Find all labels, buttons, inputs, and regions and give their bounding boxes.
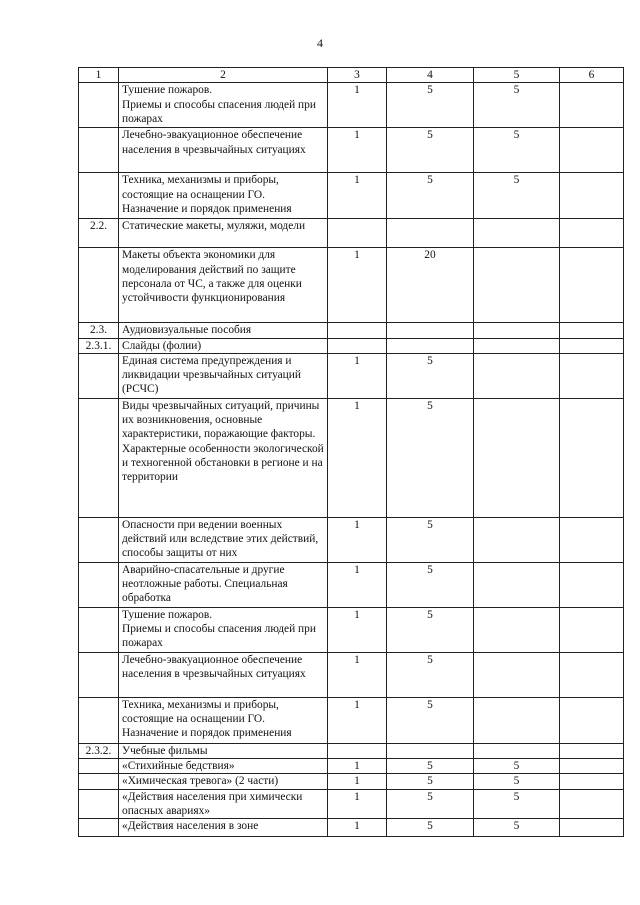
col5-cell	[474, 323, 560, 338]
row-name-cell: Тушение пожаров. Приемы и способы спасения людей при пожарах	[119, 607, 328, 652]
table-row	[79, 248, 624, 323]
col6-cell	[560, 759, 624, 774]
col4-cell	[387, 743, 474, 758]
col5-cell: 5	[474, 128, 560, 173]
table-row	[79, 759, 624, 774]
col5-cell: 5	[474, 83, 560, 128]
table-row	[79, 819, 624, 837]
row-name-cell: Единая система предупреждения и ликвидации чрезвычайных ситуаций (РСЧС)	[119, 353, 328, 398]
row-number-cell	[79, 759, 119, 774]
col3-cell: 1	[328, 353, 387, 398]
col4-cell: 5	[387, 353, 474, 398]
col4-cell	[387, 338, 474, 353]
col3-cell: 1	[328, 819, 387, 837]
table-body	[79, 68, 624, 837]
col6-cell	[560, 743, 624, 758]
row-name-cell: Статические макеты, муляжи, модели	[119, 219, 328, 248]
col3-cell: 1	[328, 759, 387, 774]
table-row	[79, 398, 624, 517]
table-row	[79, 652, 624, 697]
col5-cell: 5	[474, 759, 560, 774]
col4-cell: 20	[387, 248, 474, 323]
row-name-cell: Лечебно-эвакуационное обеспечение населения в чрезвычайных ситуациях	[119, 128, 328, 173]
row-name-cell: «Химическая тревога» (2 части)	[119, 774, 328, 789]
col5-cell: 5	[474, 173, 560, 219]
col4-cell: 5	[387, 398, 474, 517]
col4-cell: 5	[387, 517, 474, 562]
table-row	[79, 219, 624, 248]
col3-cell	[328, 338, 387, 353]
col6-cell	[560, 697, 624, 743]
col3-cell: 1	[328, 652, 387, 697]
row-name-cell: Лечебно-эвакуационное обеспечение населения в чрезвычайных ситуациях	[119, 652, 328, 697]
table-row	[79, 517, 624, 562]
col5-cell	[474, 219, 560, 248]
table-row	[79, 338, 624, 353]
table-row	[79, 173, 624, 219]
col5-cell	[474, 697, 560, 743]
column-header: 4	[387, 68, 474, 83]
row-number-cell	[79, 697, 119, 743]
col5-cell: 5	[474, 774, 560, 789]
row-name-cell: «Действия населения при химически опасных авариях»	[119, 789, 328, 819]
table-row	[79, 774, 624, 789]
table-row	[79, 697, 624, 743]
col5-cell	[474, 353, 560, 398]
col3-cell: 1	[328, 128, 387, 173]
col3-cell: 1	[328, 697, 387, 743]
col6-cell	[560, 83, 624, 128]
col4-cell: 5	[387, 652, 474, 697]
column-header: 6	[560, 68, 624, 83]
col6-cell	[560, 248, 624, 323]
col5-cell	[474, 248, 560, 323]
row-number-cell: 2.2.	[79, 219, 119, 248]
row-name-cell: Опасности при ведении военных действий или вследствие этих действий, способы защиты от них	[119, 517, 328, 562]
row-number-cell	[79, 819, 119, 837]
table-row	[79, 562, 624, 607]
row-name-cell: Техника, механизмы и приборы, состоящие на оснащении ГО. Назначение и порядок применения	[119, 697, 328, 743]
page-number: 4	[317, 36, 323, 50]
col3-cell: 1	[328, 607, 387, 652]
row-number-cell	[79, 173, 119, 219]
col4-cell: 5	[387, 759, 474, 774]
col4-cell: 5	[387, 173, 474, 219]
row-name-cell: Аудиовизуальные пособия	[119, 323, 328, 338]
row-name-cell: Макеты объекта экономики для моделирования действий по защите персонала от ЧС, а также для оценки устойчивости функционирования	[119, 248, 328, 323]
col3-cell	[328, 219, 387, 248]
row-number-cell: 2.3.2.	[79, 743, 119, 758]
row-number-cell	[79, 248, 119, 323]
column-header: 2	[119, 68, 328, 83]
col6-cell	[560, 398, 624, 517]
col3-cell	[328, 323, 387, 338]
row-number-cell	[79, 517, 119, 562]
col5-cell: 5	[474, 819, 560, 837]
col6-cell	[560, 789, 624, 819]
col6-cell	[560, 128, 624, 173]
table-row	[79, 743, 624, 758]
col5-cell	[474, 652, 560, 697]
row-number-cell	[79, 398, 119, 517]
col4-cell: 5	[387, 83, 474, 128]
row-number-cell	[79, 83, 119, 128]
col6-cell	[560, 562, 624, 607]
col4-cell: 5	[387, 774, 474, 789]
col6-cell	[560, 323, 624, 338]
equipment-table	[78, 67, 624, 837]
col3-cell: 1	[328, 789, 387, 819]
col4-cell: 5	[387, 819, 474, 837]
col3-cell: 1	[328, 248, 387, 323]
table-header-row	[79, 68, 624, 83]
col4-cell: 5	[387, 697, 474, 743]
table-row	[79, 607, 624, 652]
col4-cell: 5	[387, 607, 474, 652]
col4-cell	[387, 323, 474, 338]
row-name-cell: «Действия населения в зоне	[119, 819, 328, 837]
col5-cell	[474, 607, 560, 652]
row-number-cell	[79, 353, 119, 398]
col5-cell	[474, 562, 560, 607]
col6-cell	[560, 219, 624, 248]
col3-cell: 1	[328, 83, 387, 128]
col3-cell: 1	[328, 517, 387, 562]
col6-cell	[560, 353, 624, 398]
col6-cell	[560, 517, 624, 562]
column-header: 5	[474, 68, 560, 83]
row-number-cell	[79, 128, 119, 173]
row-number-cell: 2.3.1.	[79, 338, 119, 353]
row-name-cell: Техника, механизмы и приборы, состоящие на оснащении ГО. Назначение и порядок применения	[119, 173, 328, 219]
col3-cell: 1	[328, 173, 387, 219]
row-name-cell: Слайды (фолии)	[119, 338, 328, 353]
row-number-cell	[79, 774, 119, 789]
col6-cell	[560, 338, 624, 353]
table-row	[79, 353, 624, 398]
row-name-cell: «Стихийные бедствия»	[119, 759, 328, 774]
row-number-cell	[79, 562, 119, 607]
col4-cell	[387, 219, 474, 248]
table-row	[79, 83, 624, 128]
row-name-cell: Виды чрезвычайных ситуаций, причины их возникновения, основные характеристики, поражающие факторы. Характерные особенности экологической и техногенной обстановки в регионе и на территории	[119, 398, 328, 517]
col5-cell	[474, 398, 560, 517]
col4-cell: 5	[387, 128, 474, 173]
col6-cell	[560, 607, 624, 652]
column-header: 1	[79, 68, 119, 83]
col6-cell	[560, 652, 624, 697]
column-header: 3	[328, 68, 387, 83]
table-row	[79, 128, 624, 173]
row-number-cell	[79, 607, 119, 652]
col3-cell: 1	[328, 398, 387, 517]
table-row	[79, 789, 624, 819]
row-name-cell: Учебные фильмы	[119, 743, 328, 758]
table-row	[79, 323, 624, 338]
row-number-cell	[79, 789, 119, 819]
row-number-cell: 2.3.	[79, 323, 119, 338]
col4-cell: 5	[387, 789, 474, 819]
col4-cell: 5	[387, 562, 474, 607]
row-number-cell	[79, 652, 119, 697]
row-name-cell: Тушение пожаров. Приемы и способы спасения людей при пожарах	[119, 83, 328, 128]
col5-cell	[474, 338, 560, 353]
row-name-cell: Аварийно-спасательные и другие неотложные работы. Специальная обработка	[119, 562, 328, 607]
col3-cell: 1	[328, 562, 387, 607]
col6-cell	[560, 819, 624, 837]
col5-cell	[474, 743, 560, 758]
col5-cell: 5	[474, 789, 560, 819]
col5-cell	[474, 517, 560, 562]
col3-cell: 1	[328, 774, 387, 789]
col6-cell	[560, 173, 624, 219]
col6-cell	[560, 774, 624, 789]
col3-cell	[328, 743, 387, 758]
